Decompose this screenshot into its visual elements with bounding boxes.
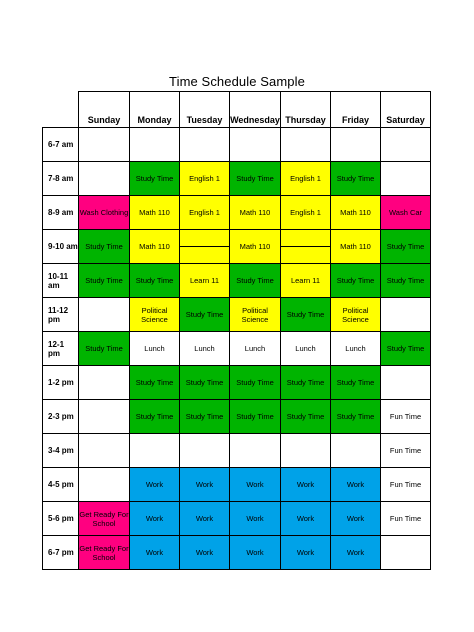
split-cell-top (281, 230, 330, 247)
schedule-cell (130, 128, 180, 162)
schedule-cell: Work (180, 468, 230, 502)
time-slot-label: 5-6 pm (43, 502, 79, 536)
time-slot-label: 4-5 pm (43, 468, 79, 502)
schedule-cell: Work (230, 502, 281, 536)
schedule-cell: Work (130, 502, 180, 536)
schedule-cell (79, 468, 130, 502)
day-header-wednesday: Wednesday (230, 92, 281, 128)
schedule-cell (331, 128, 381, 162)
schedule-cell: Math 110 (230, 196, 281, 230)
schedule-cell: Work (230, 468, 281, 502)
schedule-cell: Lunch (180, 332, 230, 366)
schedule-cell: Political Science (130, 298, 180, 332)
schedule-cell: Study Time (281, 400, 331, 434)
schedule-cell: Study Time (331, 366, 381, 400)
table-row (43, 298, 431, 332)
schedule-cell: Learn 11 (180, 264, 230, 298)
schedule-cell (79, 128, 130, 162)
schedule-cell: Study Time (331, 162, 381, 196)
time-slot-label: 3-4 pm (43, 434, 79, 468)
table-row (43, 434, 431, 468)
schedule-cell (230, 434, 281, 468)
schedule-cell (381, 162, 431, 196)
split-cell-bottom (180, 247, 229, 263)
schedule-cell: Fun Time (381, 468, 431, 502)
schedule-cell: Get Ready For School (79, 536, 130, 570)
schedule-table (42, 91, 431, 570)
header-row (43, 92, 431, 128)
table-row (43, 230, 431, 264)
schedule-cell: Work (281, 502, 331, 536)
document-title: Time Schedule Sample (169, 74, 305, 89)
time-slot-label: 8-9 am (43, 196, 79, 230)
schedule-cell: Work (130, 536, 180, 570)
day-header-thursday: Thursday (281, 92, 331, 128)
schedule-cell (180, 128, 230, 162)
schedule-cell: Study Time (130, 162, 180, 196)
schedule-cell: Wash Car (381, 196, 431, 230)
table-row (43, 162, 431, 196)
schedule-cell: Study Time (381, 230, 431, 264)
table-row (43, 366, 431, 400)
schedule-cell (381, 366, 431, 400)
schedule-cell (281, 128, 331, 162)
schedule-cell: Political Science (331, 298, 381, 332)
schedule-cell: Study Time (180, 400, 230, 434)
schedule-cell: Study Time (281, 366, 331, 400)
schedule-cell: Math 110 (130, 196, 180, 230)
schedule-cell: Study Time (230, 400, 281, 434)
schedule-cell (180, 230, 230, 264)
schedule-cell: Study Time (130, 366, 180, 400)
schedule-cell: Work (230, 536, 281, 570)
schedule-cell (230, 128, 281, 162)
schedule-cell: Study Time (281, 298, 331, 332)
schedule-cell: Work (331, 468, 381, 502)
time-slot-label: 2-3 pm (43, 400, 79, 434)
schedule-cell: Lunch (331, 332, 381, 366)
schedule-cell: Learn 11 (281, 264, 331, 298)
schedule-cell: Study Time (180, 366, 230, 400)
time-slot-label: 1-2 pm (43, 366, 79, 400)
schedule-cell: Math 110 (130, 230, 180, 264)
split-cell-bottom (281, 247, 330, 263)
schedule-cell: Lunch (130, 332, 180, 366)
schedule-cell: Study Time (230, 264, 281, 298)
schedule-cell: Study Time (79, 332, 130, 366)
schedule-cell (79, 400, 130, 434)
schedule-cell (180, 434, 230, 468)
schedule-cell (79, 366, 130, 400)
schedule-cell: Study Time (230, 366, 281, 400)
split-cell-top (180, 230, 229, 247)
table-row (43, 264, 431, 298)
schedule-cell (381, 128, 431, 162)
day-header-friday: Friday (331, 92, 381, 128)
schedule-cell: Fun Time (381, 502, 431, 536)
schedule-cell: Study Time (79, 230, 130, 264)
table-row (43, 196, 431, 230)
schedule-cell: Political Science (230, 298, 281, 332)
day-header-tuesday: Tuesday (180, 92, 230, 128)
schedule-cell: Work (180, 502, 230, 536)
schedule-cell (281, 434, 331, 468)
schedule-cell: Study Time (381, 332, 431, 366)
time-slot-label: 6-7 pm (43, 536, 79, 570)
schedule-cell: English 1 (281, 162, 331, 196)
day-header-saturday: Saturday (381, 92, 431, 128)
schedule-cell: Study Time (180, 298, 230, 332)
schedule-cell: English 1 (281, 196, 331, 230)
schedule-cell: Study Time (230, 162, 281, 196)
schedule-cell: English 1 (180, 196, 230, 230)
schedule-cell: Study Time (79, 264, 130, 298)
schedule-cell: Work (130, 468, 180, 502)
table-row (43, 400, 431, 434)
schedule-cell: Math 110 (331, 230, 381, 264)
time-slot-label: 11-12 pm (43, 298, 79, 332)
schedule-cell (79, 298, 130, 332)
schedule-cell: Math 110 (230, 230, 281, 264)
schedule-cell: Work (180, 536, 230, 570)
schedule-cell: Work (331, 502, 381, 536)
table-row (43, 332, 431, 366)
schedule-cell (79, 162, 130, 196)
schedule-cell: Fun Time (381, 434, 431, 468)
corner-cell (43, 92, 79, 128)
time-slot-label: 6-7 am (43, 128, 79, 162)
schedule-cell: Get Ready For School (79, 502, 130, 536)
schedule-cell: Work (331, 536, 381, 570)
schedule-cell (79, 434, 130, 468)
schedule-cell: Work (281, 536, 331, 570)
schedule-cell: Work (281, 468, 331, 502)
schedule-cell (130, 434, 180, 468)
schedule-cell (331, 434, 381, 468)
schedule-cell (381, 536, 431, 570)
time-slot-label: 7-8 am (43, 162, 79, 196)
schedule-cell: Math 110 (331, 196, 381, 230)
schedule-cell: Study Time (381, 264, 431, 298)
table-row (43, 536, 431, 570)
schedule-cell: Fun Time (381, 400, 431, 434)
table-row (43, 128, 431, 162)
schedule-cell (281, 230, 331, 264)
time-slot-label: 10-11 am (43, 264, 79, 298)
schedule-cell: Lunch (281, 332, 331, 366)
schedule-cell: Study Time (130, 264, 180, 298)
schedule-cell: English 1 (180, 162, 230, 196)
table-row (43, 502, 431, 536)
schedule-cell: Study Time (331, 264, 381, 298)
schedule-cell: Wash Clothing (79, 196, 130, 230)
schedule-cell: Lunch (230, 332, 281, 366)
schedule-cell (381, 298, 431, 332)
table-row (43, 468, 431, 502)
time-slot-label: 12-1 pm (43, 332, 79, 366)
schedule-cell: Study Time (130, 400, 180, 434)
day-header-monday: Monday (130, 92, 180, 128)
schedule-cell: Study Time (331, 400, 381, 434)
day-header-sunday: Sunday (79, 92, 130, 128)
time-slot-label: 9-10 am (43, 230, 79, 264)
